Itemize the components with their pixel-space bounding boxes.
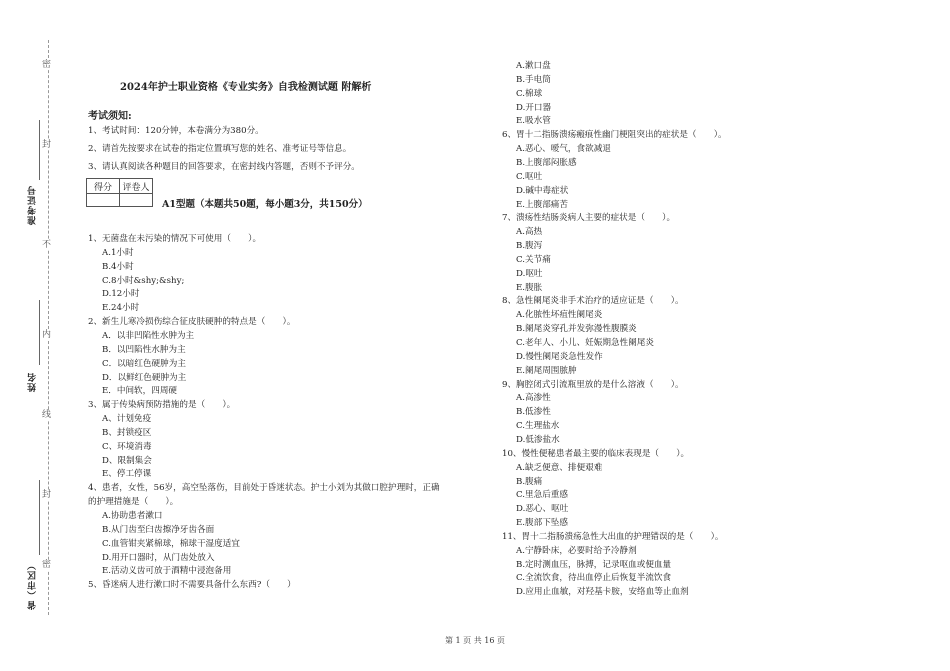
answer-option: E.上腹部痛苦	[516, 199, 568, 210]
answer-option: D、限制集会	[102, 455, 152, 466]
exam-number-label: 准考证号	[28, 185, 38, 225]
answer-option: A.高热	[516, 227, 543, 238]
seal-char: 密	[42, 60, 52, 70]
answer-option: D.呕吐	[516, 268, 543, 279]
score-cell[interactable]	[87, 194, 120, 207]
seal-char: 封	[42, 490, 52, 500]
answer-option: C.全流饮食，待出血停止后恢复半流饮食	[516, 573, 672, 584]
question-stem: 7、溃疡性结肠炎病人主要的症状是（ ）。	[502, 213, 676, 224]
seal-char: 密	[42, 560, 52, 570]
answer-option: A.协助患者漱口	[102, 511, 163, 521]
seal-char: 内	[42, 330, 52, 340]
answer-option: B.定时测血压，脉搏，记录呕血或便血量	[516, 559, 672, 570]
answer-option: B．以凹陷性水肿为主	[102, 344, 186, 355]
answer-option: C.关节痛	[516, 254, 551, 265]
answer-option: D.用开口器时，从门齿处放入	[102, 552, 215, 563]
answer-option: C、环境消毒	[102, 441, 152, 452]
answer-option: A.高渗性	[516, 393, 551, 404]
province-line	[39, 480, 40, 555]
answer-option: C.里急后重感	[516, 490, 568, 501]
answer-option: D.低渗盐水	[516, 434, 560, 445]
notice-item: 1、考试时间：120分钟，本卷满分为380分。	[88, 126, 264, 136]
answer-option: A．以非凹陷性水肿为主	[102, 330, 195, 341]
seal-line	[48, 40, 49, 615]
score-header: 得分	[87, 179, 120, 194]
answer-option: E.腹胀	[516, 282, 543, 293]
seal-char: 封	[42, 140, 52, 150]
page-title: 2024年护士职业资格《专业实务》自我检测试题 附解析	[120, 82, 372, 93]
question-stem: 10、慢性便秘患者最主要的临床表现是（ ）。	[502, 448, 690, 459]
answer-option: D.碱中毒症状	[516, 185, 569, 196]
answer-option: A.化脓性坏疽性阑尾炎	[516, 310, 603, 321]
answer-option: D.开口器	[516, 102, 552, 113]
answer-option: C.血管钳夹紧棉球，棉球干湿度适宜	[102, 538, 240, 549]
question-stem: 8、急性阑尾炎非手术治疗的适应证是（ ）。	[502, 296, 684, 307]
answer-option: B.上腹部闷胀感	[516, 157, 577, 168]
answer-option: C.棉球	[516, 88, 543, 99]
binding-margin	[0, 0, 80, 671]
answer-option: B.腹泻	[516, 241, 543, 252]
answer-option: E．中间软，四周硬	[102, 386, 178, 397]
answer-option: A.缺乏便意、排便艰难	[516, 462, 603, 473]
answer-option: E.阑尾周围脓肿	[516, 365, 577, 376]
seal-char: 线	[42, 410, 52, 420]
page-footer: 第 1 页 共 16 页	[445, 636, 505, 645]
answer-option: A.漱口盘	[516, 61, 551, 71]
answer-option: E、停工停课	[102, 469, 152, 480]
answer-option: D.慢性阑尾炎急性发作	[516, 351, 603, 362]
answer-option: E.腹部下坠感	[516, 518, 568, 529]
question-stem: 3、属于传染病预防措施的是（ ）。	[88, 400, 236, 411]
answer-option: B.4小时	[102, 261, 134, 272]
answer-option: C．以暗红色硬肿为主	[102, 358, 186, 369]
answer-option: B、封锁疫区	[102, 427, 152, 438]
notice-heading: 考试须知:	[88, 111, 132, 122]
answer-option: C.老年人、小儿、妊娠期急性阑尾炎	[516, 338, 654, 348]
answer-option: C.生理盐水	[516, 421, 560, 432]
score-table	[86, 178, 153, 207]
question-stem: 的护理措施是（ ）。	[88, 497, 179, 508]
answer-option: B.阑尾炎穿孔并发弥漫性腹膜炎	[516, 324, 637, 335]
answer-option: A.宁静卧床，必要时给予冷静剂	[516, 545, 637, 556]
answer-option: A、计划免疫	[102, 414, 152, 425]
answer-option: D．以鲜红色硬肿为主	[102, 372, 187, 383]
answer-option: D.恶心、呕吐	[516, 504, 569, 515]
question-stem: 6、胃十二指肠溃疡瘢痕性幽门梗阻突出的症状是（ ）。	[502, 130, 727, 141]
answer-option: B.手电筒	[516, 74, 551, 85]
answer-option: B.低渗性	[516, 407, 551, 418]
name-label: 姓名	[28, 372, 38, 392]
notice-item: 2、请首先按要求在试卷的指定位置填写您的姓名、准考证号等信息。	[88, 144, 352, 154]
section-heading: A1型题（本题共50题，每小题3分，共150分）	[162, 199, 368, 210]
question-stem: 5、昏迷病人进行漱口时不需要具备什么东西?（ ）	[88, 580, 296, 591]
name-line	[39, 300, 40, 365]
question-stem: 11、胃十二指肠溃疡急性大出血的护理错误的是（ ）。	[502, 531, 724, 542]
answer-option: E.24小时	[102, 303, 140, 314]
question-stem: 9、胸腔闭式引流瓶里放的是什么溶液（ ）。	[502, 379, 684, 390]
grader-header: 评卷人	[120, 179, 153, 194]
answer-option: A.恶心、嗳气，食欲减退	[516, 144, 611, 155]
answer-option: B.腹痛	[516, 476, 543, 487]
answer-option: D.应用止血敏，对羟基卡胺，安络血等止血剂	[516, 587, 689, 598]
answer-option: D.12小时	[102, 289, 140, 300]
answer-option: C.8小时&shy;&shy;	[102, 275, 185, 286]
province-label: 省（市区）	[28, 560, 38, 610]
answer-option: A.1小时	[102, 247, 134, 258]
answer-option: C.呕吐	[516, 171, 543, 182]
question-stem: 2、新生儿寒冷损伤综合征皮肤硬肿的特点是（ ）。	[88, 317, 296, 328]
seal-char: 不	[42, 240, 52, 250]
answer-option: B.从门齿至臼齿擦净牙齿各面	[102, 524, 215, 535]
question-stem: 1、无菌盘在未污染的情况下可使用（ ）。	[88, 234, 262, 244]
exam-number-line	[39, 120, 40, 180]
question-stem: 4、患者，女性，56岁，高空坠落伤，目前处于昏迷状态。护士小刘为其做口腔护理时，正确	[88, 483, 440, 494]
grader-cell[interactable]	[120, 194, 153, 207]
answer-option: E.吸水管	[516, 116, 551, 127]
notice-item: 3、请认真阅读各种题目的回答要求，在密封线内答题，否则不予评分。	[88, 162, 360, 172]
answer-option: E.活动义齿可放于酒精中浸泡备用	[102, 566, 232, 577]
